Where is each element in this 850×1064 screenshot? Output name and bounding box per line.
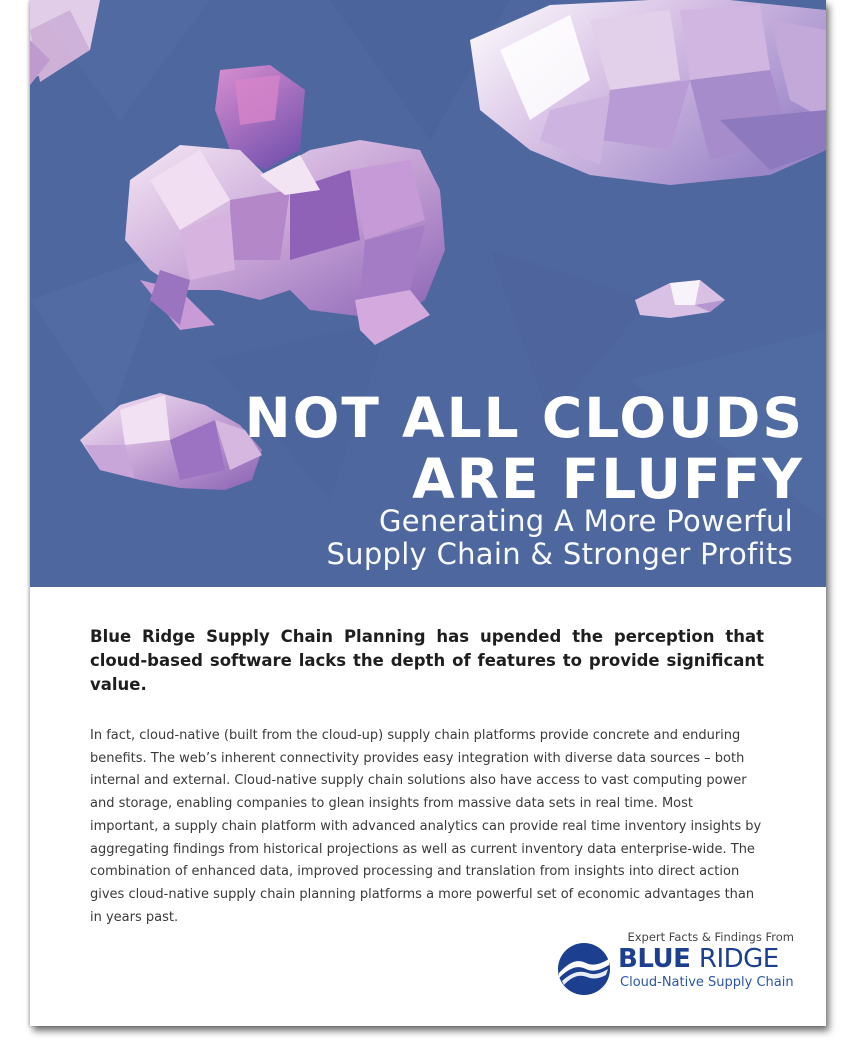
logo-word-blue: BLUE	[618, 944, 691, 974]
article-content	[90, 625, 764, 929]
cloud-small-right	[635, 280, 725, 318]
cloud-figure	[125, 65, 445, 345]
subheadline	[326, 505, 793, 571]
headline-line-2: ARE FLUFFY	[412, 447, 804, 511]
hero-banner	[30, 0, 826, 587]
logo-subtitle: Cloud-Native Supply Chain	[620, 975, 794, 990]
mountain-logo-icon	[556, 941, 612, 997]
logo-word-ridge: RIDGE	[698, 944, 779, 974]
document-page	[30, 0, 826, 1026]
subheadline-line-2: Supply Chain & Stronger Profits	[326, 537, 793, 571]
cloud-top-right	[470, 0, 826, 185]
logo-tagline: Expert Facts & Findings From	[627, 930, 794, 944]
body-paragraph: In fact, cloud-native (built from the cloud-up) supply chain platforms provide concrete and enduring benefits. The web’s inherent connectivity provides easy integration with diverse data sources – both internal and external. Cloud-native supply chain solutions also have access to vast computing power and storage, enabling companies to glean insights from massive data sets in real time. Most important, a supply chain platform with advanced analytics can provide real time inventory insights by aggregating findings from historical projections as well as current inventory data enterprise-wide. The combination of enhanced data, improved processing and translation from insights into direct action gives cloud-native supply chain planning platforms a more powerful set of economic advantages than in years past.	[90, 728, 762, 925]
lead-paragraph: Blue Ridge Supply Chain Planning has upended the perception that cloud-based software lacks the depth of features to provide significant value.	[90, 627, 764, 694]
headline	[245, 388, 804, 510]
blue-ridge-logo	[556, 930, 796, 1000]
subheadline-line-1: Generating A More Powerful	[379, 504, 793, 538]
logo-wordmark	[618, 944, 779, 974]
headline-line-1: NOT ALL CLOUDS	[244, 386, 804, 450]
